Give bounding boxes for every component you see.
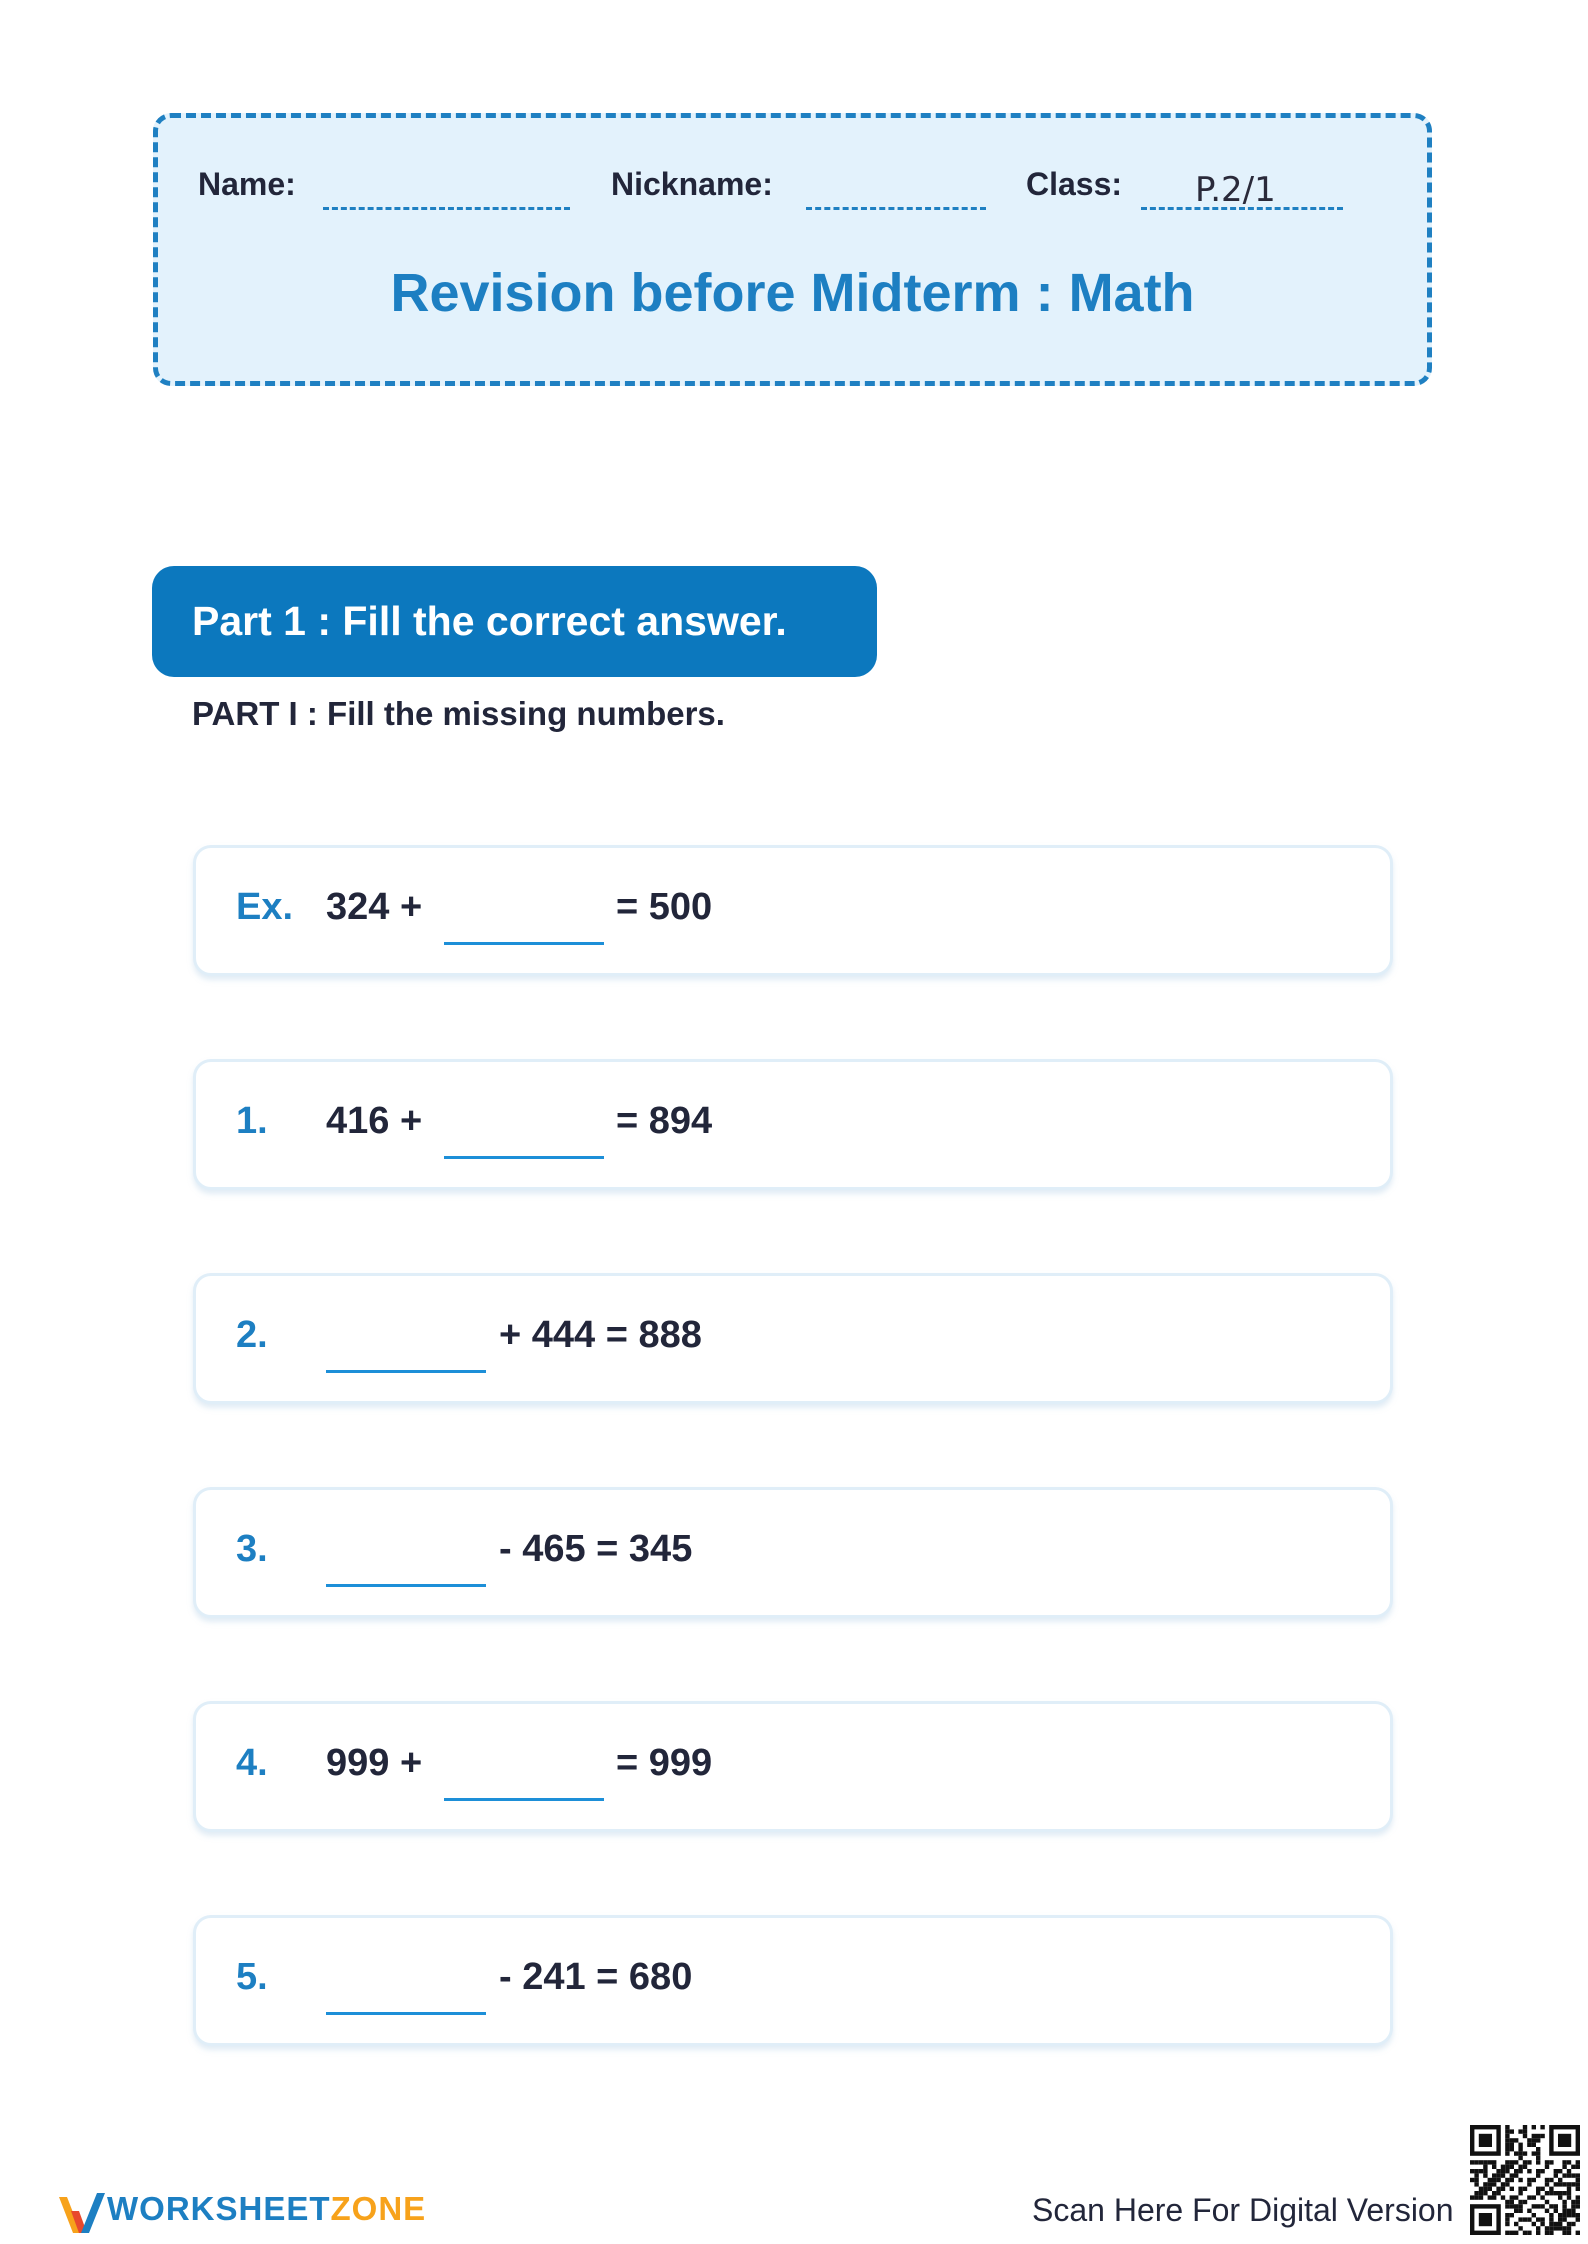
class-label: Class: xyxy=(1026,166,1123,202)
answer-blank[interactable] xyxy=(326,2012,486,2015)
question-row xyxy=(193,845,1393,976)
equation-text: 999 + xyxy=(326,1742,423,1784)
answer-blank[interactable] xyxy=(326,1584,486,1587)
header-box xyxy=(153,113,1432,386)
scan-text: Scan Here For Digital Version xyxy=(1032,2192,1454,2228)
class-value: P.2/1 xyxy=(1195,170,1276,210)
question-row xyxy=(193,1701,1393,1832)
question-row xyxy=(193,1273,1393,1404)
nickname-label: Nickname: xyxy=(611,166,773,202)
question-number: 4. xyxy=(236,1742,268,1784)
brand-name-part2: ZONE xyxy=(330,2190,427,2227)
equation-text: 324 + xyxy=(326,886,423,928)
equation-result: = 999 xyxy=(616,1742,713,1784)
name-label: Name: xyxy=(198,166,296,202)
answer-blank[interactable] xyxy=(444,1798,604,1801)
page-title: Revision before Midterm : Math xyxy=(390,263,1195,323)
equation-result: = 500 xyxy=(616,886,713,928)
question-row xyxy=(193,1487,1393,1618)
equation-text: - 241 = 680 xyxy=(499,1956,693,1998)
question-number: 2. xyxy=(236,1314,268,1356)
question-number: Ex. xyxy=(236,886,294,928)
equation-text: - 465 = 345 xyxy=(499,1528,693,1570)
equation-text: + 444 = 888 xyxy=(499,1314,702,1356)
qr-code-icon[interactable] xyxy=(1470,2125,1580,2235)
question-number: 3. xyxy=(236,1528,268,1570)
brand-name-part1: WORKSHEET xyxy=(107,2190,331,2227)
equation-text: 416 + xyxy=(326,1100,423,1142)
answer-blank[interactable] xyxy=(444,942,604,945)
brand-name xyxy=(107,2190,426,2228)
equation-result: = 894 xyxy=(616,1100,713,1142)
question-number: 1. xyxy=(236,1100,268,1142)
part-instruction: PART I : Fill the missing numbers. xyxy=(192,695,725,732)
question-number: 5. xyxy=(236,1956,268,1998)
answer-blank[interactable] xyxy=(326,1370,486,1373)
question-row xyxy=(193,1915,1393,2046)
part-heading: Part 1 : Fill the correct answer. xyxy=(192,598,787,644)
name-field[interactable] xyxy=(323,207,570,210)
question-row xyxy=(193,1059,1393,1190)
part-heading-pill xyxy=(152,566,877,677)
nickname-field[interactable] xyxy=(806,207,986,210)
answer-blank[interactable] xyxy=(444,1156,604,1159)
